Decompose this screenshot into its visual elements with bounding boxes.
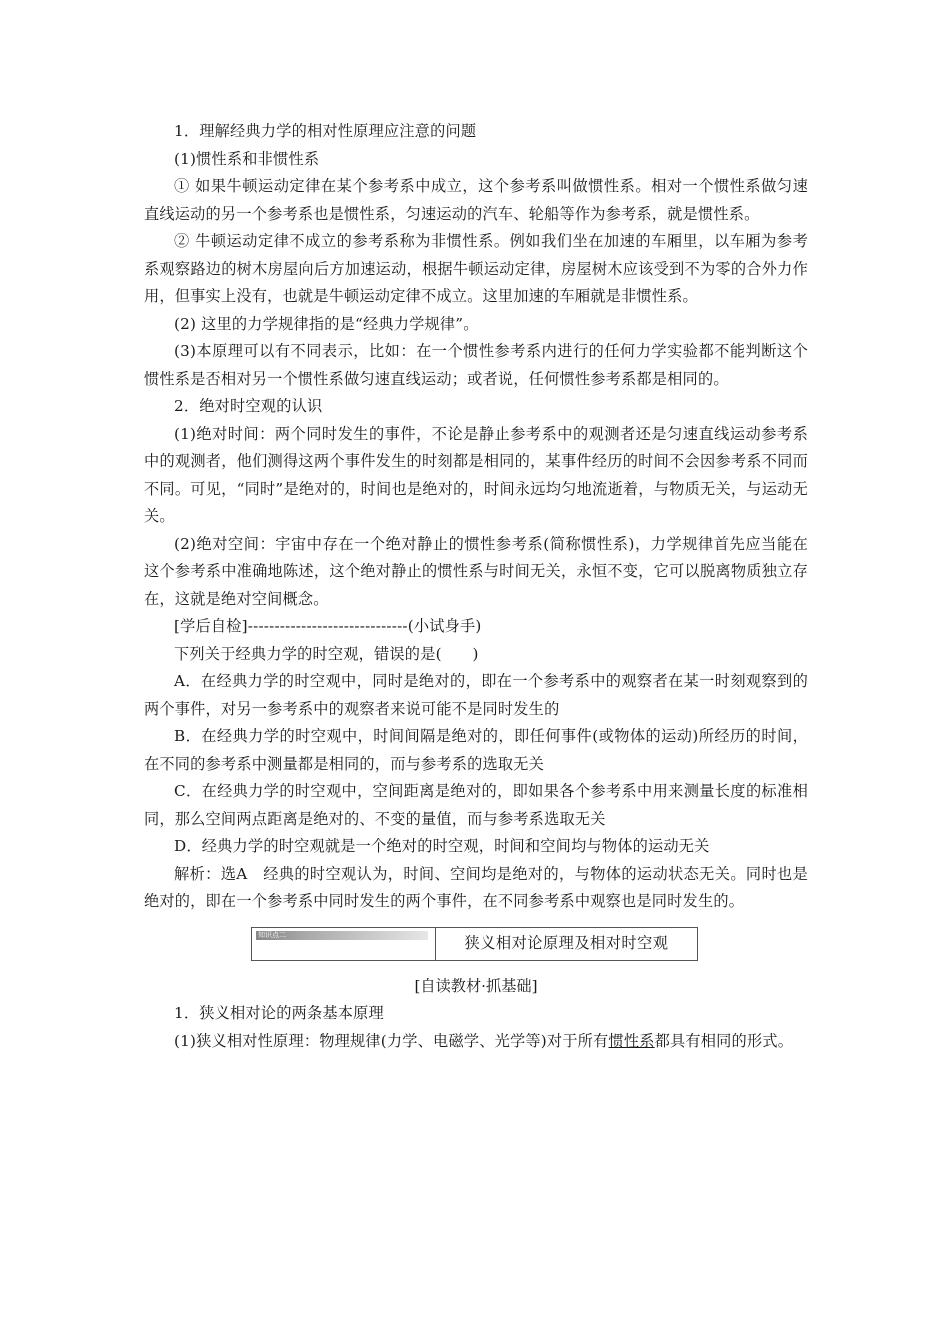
paragraph-mechanics-laws: (2) 这里的力学规律指的是“经典力学规律”。 — [174, 314, 479, 333]
quiz-option-c: C．在经典力学的时空观中，空间距离是绝对的，即如果各个参考系中用来测量长度的标准相同，那么空间两点距离是绝对的、不变的量值，而与参考系选取无关 — [144, 782, 808, 828]
paragraph-inertial-frame: ① 如果牛顿运动定律在某个参考系中成立，这个参考系叫做惯性系。相对一个惯性系做匀速直线运动的另一个参考系也是惯性系，匀速运动的汽车、轮船等作为参考系，就是惯性系。 — [144, 177, 808, 223]
text-after: 都具有相同的形式。 — [654, 1031, 794, 1050]
section-subtitle: [自读教材·抓基础] — [414, 976, 538, 995]
quiz-option-a: A．在经典力学的时空观中，同时是绝对的，即在一个参考系中的观察者在某一时刻观察到的两个事件，对另一参考系中的观察者来说可能不是同时发生的 — [144, 672, 808, 718]
paragraph-absolute-time: (1)绝对时间：两个同时发生的事件，不论是静止参考系中的观测者还是匀速直线运动参考系中的观测者，他们测得这两个事件发生的时刻都是相同的，某事件经历的时间不会因参考系不同而不同。可见，“同时”是绝对的，时间也是绝对的，时间永远均匀地流逝着，与物质无关，与运动无关。 — [144, 424, 808, 525]
banner-title: 狭义相对论原理及相对时空观 — [464, 933, 669, 952]
section-1-heading: 1．理解经典力学的相对性原理应注意的问题 — [174, 122, 477, 140]
quiz-question: 下列关于经典力学的时空观，错误的是( ) — [174, 644, 479, 663]
paragraph-non-inertial-frame: ② 牛顿运动定律不成立的参考系称为非惯性系。例如我们坐在加速的车厢里，以车厢为参考系观察路边的树木房屋向后方加速运动，根据牛顿运动定律，房屋树木应该受到不为零的合外力作用，但事实上没有，也就是牛顿运动定律不成立。这里加速的车厢就是非惯性系。 — [144, 232, 808, 305]
section-3-heading: 1．狭义相对论的两条基本原理 — [174, 1004, 384, 1022]
document-page — [144, 118, 808, 1055]
quiz-analysis: 解析：选A 经典的时空观认为，时间、空间均是绝对的，与物体的运动状态无关。同时也是绝对的，即在一个参考系中同时发生的两个事件，在不同参考系中观察也是同时发生的。 — [144, 864, 808, 910]
paragraph-absolute-space: (2)绝对空间：宇宙中存在一个绝对静止的惯性参考系(简称惯性系)，力学规律首先应当能在这个参考系中准确地陈述，这个绝对静止的惯性系与时间无关，永恒不变，它可以脱离物质独立存在，这就是绝对空间概念。 — [144, 534, 808, 608]
paragraph-relativity-principle — [144, 1028, 808, 1056]
section-2-heading: 2．绝对时空观的认识 — [174, 397, 323, 415]
banner-tag-label: 知识点二 — [258, 930, 286, 939]
underlined-term: 惯性系 — [608, 1031, 655, 1050]
quiz-option-d: D．经典力学的时空观就是一个绝对的时空观，时间和空间均与物体的运动无关 — [174, 837, 710, 855]
quiz-header: [学后自检]------------------------------(小试身手) — [174, 617, 482, 635]
subsection-1-1: (1)惯性系和非惯性系 — [174, 149, 320, 168]
knowledge-point-banner — [251, 927, 698, 961]
text-before: (1)狭义相对性原理：物理规律(力学、电磁学、光学等)对于所有 — [174, 1031, 609, 1050]
quiz-option-b: B．在经典力学的时空观中，时间间隔是绝对的，即任何事件(或物体的运动)所经历的时间，在不同的参考系中测量都是相同的，而与参考系的选取无关 — [144, 727, 808, 773]
paragraph-principle-expression: (3)本原理可以有不同表示，比如：在一个惯性参考系内进行的任何力学实验都不能判断这个惯性系是否相对另一个惯性系做匀速直线运动；或者说，任何惯性参考系都是相同的。 — [144, 342, 808, 388]
banner-tag-box — [252, 928, 436, 960]
